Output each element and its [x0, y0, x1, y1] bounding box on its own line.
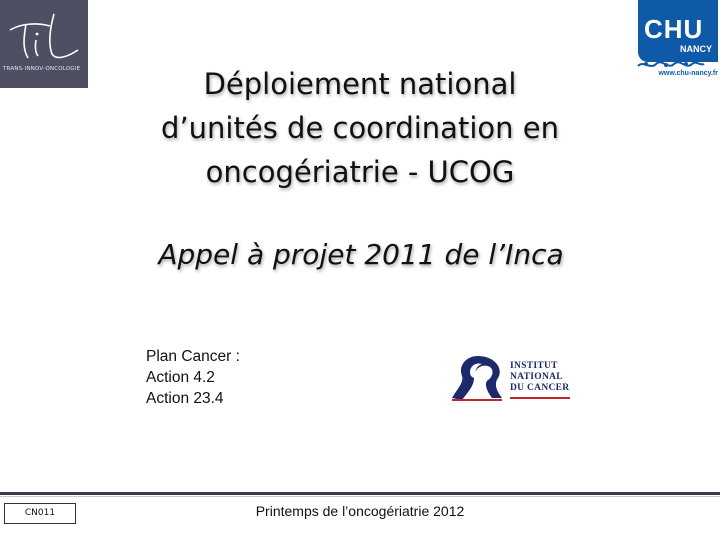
- footer-divider-light: [0, 496, 720, 497]
- plan-action-2: Action 23.4: [146, 390, 224, 407]
- til-caption: TRANS-INNOV-ONCOLOGIE: [3, 66, 81, 72]
- chu-logo-block: [638, 0, 718, 62]
- title-line-2: d’unités de coordination en: [161, 111, 559, 145]
- title-line-1: Déploiement national: [203, 67, 517, 101]
- slide-subtitle: Appel à projet 2011 de l’Inca: [158, 238, 564, 271]
- slide-code: CN011: [4, 503, 76, 524]
- til-monogram-icon: [6, 10, 82, 64]
- chu-url: www.chu-nancy.fr: [658, 70, 718, 77]
- chu-name: CHU: [644, 14, 704, 44]
- inca-line-3: DU CANCER: [510, 383, 570, 393]
- inca-wordmark: [510, 361, 569, 394]
- chu-logo: [636, 0, 720, 80]
- plan-action-1: Action 4.2: [146, 369, 215, 386]
- chu-city: NANCY: [679, 44, 712, 54]
- plan-heading: Plan Cancer :: [146, 348, 240, 365]
- inca-underline: [510, 397, 570, 399]
- title-line-3: oncogériatrie - UCOG: [205, 155, 515, 189]
- inca-figure-icon: [448, 352, 506, 404]
- footer-text: Printemps de l’oncogériatrie 2012: [255, 503, 465, 519]
- inca-line-1: INSTITUT: [510, 361, 558, 371]
- slide-title: [140, 62, 580, 194]
- inca-line-2: NATIONAL: [510, 372, 563, 382]
- til-logo: [0, 0, 88, 88]
- footer-divider: [0, 492, 720, 495]
- inca-logo: [448, 350, 572, 406]
- plan-cancer-list: [146, 346, 346, 409]
